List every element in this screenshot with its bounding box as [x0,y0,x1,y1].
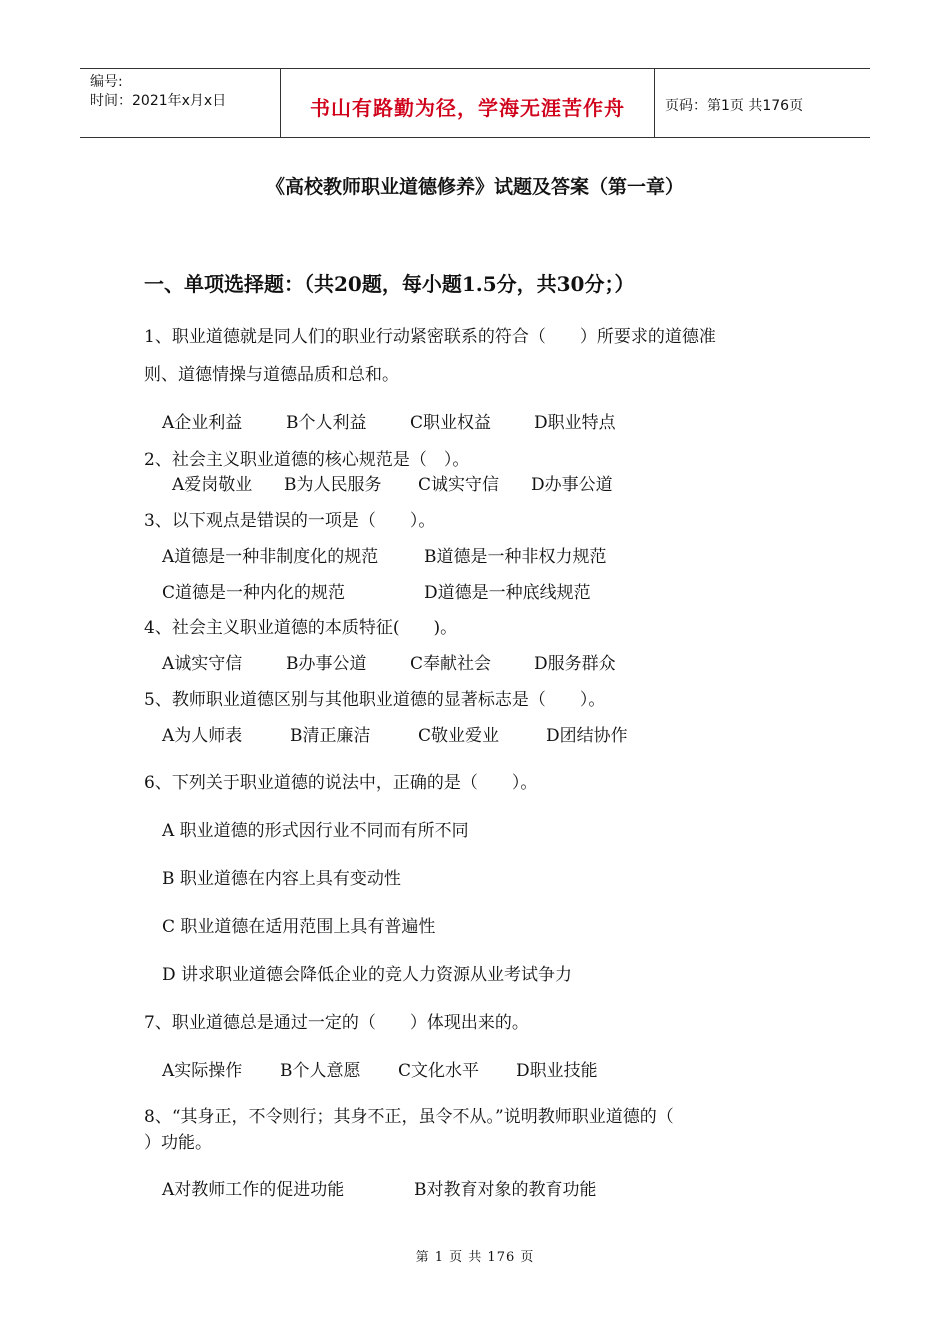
document-title: 《高校教师职业道德修养》试题及答案（第一章） [265,176,684,198]
question-3-options-cd [162,578,591,603]
option-b: B个人利益 [286,413,367,433]
option-a: A为人师表 [162,726,243,746]
question-6-option-c: C 职业道德在适用范围上具有普遍性 [162,917,436,937]
option-d: D职业特点 [534,413,616,433]
question-1-text: 1、职业道德就是同人们的职业行动紧密联系的符合（ ）所要求的道德准 [144,327,716,347]
option-b: B为人民服务 [284,475,382,495]
time-label: 时间：2021年x月x日 [90,93,227,109]
question-1-text-cont: 则、道德情操与道德品质和总和。 [144,365,399,385]
option-c: C职业权益 [410,413,492,433]
option-a: A道德是一种非制度化的规范 [162,547,379,567]
question-8-text-cont: ）功能。 [144,1133,212,1153]
option-b: B对教育对象的教育功能 [414,1180,597,1200]
page-footer: 第 1 页 共 176 页 [415,1250,535,1265]
option-d: D职业技能 [516,1061,598,1081]
option-a: A对教师工作的促进功能 [162,1180,345,1200]
option-d: D道德是一种底线规范 [424,583,591,603]
question-6-option-b: B 职业道德在内容上具有变动性 [162,869,401,889]
question-8-options [162,1175,597,1200]
option-a: A实际操作 [162,1061,243,1081]
question-1-options [162,408,616,433]
question-3-text: 3、以下观点是错误的一项是（ ）。 [144,511,436,531]
option-d: D办事公道 [531,475,613,495]
question-6-option-d: D 讲求职业道德会降低企业的竞人力资源从业考试争力 [162,965,573,985]
question-4-options [162,649,616,674]
question-4-text: 4、社会主义职业道德的本质特征( )。 [144,618,458,638]
question-2-options [172,470,613,495]
option-b: B清正廉洁 [290,726,371,746]
option-a: A诚实守信 [162,654,243,674]
question-6-text: 6、下列关于职业道德的说法中，正确的是（ ）。 [144,773,538,793]
option-d: D服务群众 [534,654,616,674]
header-meta [80,69,281,137]
document-header [80,68,870,138]
question-2-text: 2、社会主义职业道德的核心规范是（ ）。 [144,450,470,470]
option-b: B个人意愿 [280,1061,361,1081]
option-c: C道德是一种内化的规范 [162,583,346,603]
option-a: A爱岗敬业 [172,475,253,495]
option-c: C奉献社会 [410,654,492,674]
header-motto: 书山有路勤为径，学海无涯苦作舟 [281,69,655,137]
section-heading: 一、单项选择题：（共20题，每小题1.5分，共30分；） [144,272,635,296]
question-8-text: 8、“其身正，不令则行；其身不正，虽令不从。”说明教师职业道德的（ [144,1107,674,1127]
option-c: C敬业爱业 [418,726,500,746]
option-c: C诚实守信 [418,475,500,495]
option-a: A企业利益 [162,413,243,433]
number-label: 编号: [90,74,123,90]
option-c: C文化水平 [398,1061,480,1081]
question-5-options [162,721,628,746]
question-6-option-a: A 职业道德的形式因行业不同而有所不同 [162,821,469,841]
option-d: D团结协作 [546,726,628,746]
option-b: B道德是一种非权力规范 [424,547,607,567]
question-7-options [162,1056,598,1081]
question-7-text: 7、职业道德总是通过一定的（ ）体现出来的。 [144,1013,529,1033]
option-b: B办事公道 [286,654,367,674]
header-page-info: 页码：第1页 共176页 [665,98,804,114]
question-5-text: 5、教师职业道德区别与其他职业道德的显著标志是（ ）。 [144,690,606,710]
question-3-options-ab [162,542,607,567]
